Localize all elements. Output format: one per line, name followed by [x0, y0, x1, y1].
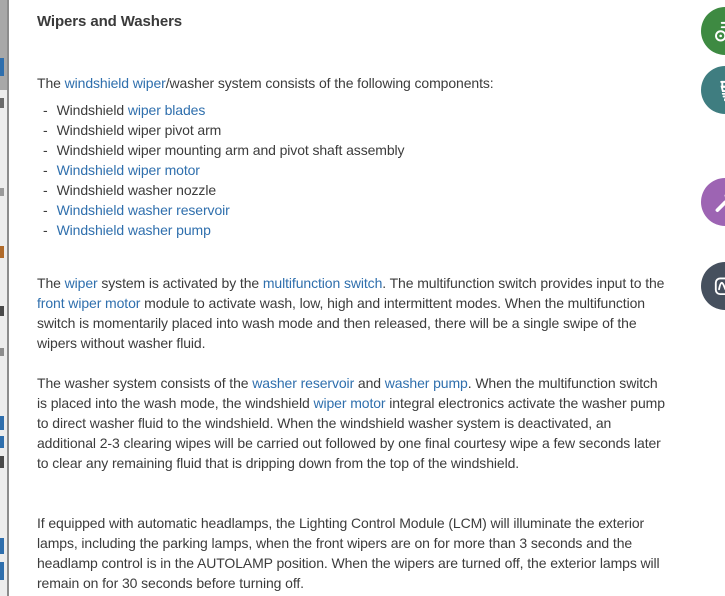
wrench-tools-button[interactable]	[701, 178, 725, 226]
text-run: system is activated by the	[97, 275, 263, 291]
autolamp-paragraph	[37, 513, 671, 593]
text-link[interactable]: Windshield washer pump	[56, 222, 211, 238]
clipped-text-fragment	[0, 416, 4, 430]
list-item	[37, 180, 671, 200]
text-run: and	[354, 375, 385, 391]
clipped-left-panel	[0, 0, 7, 596]
list-bullet: -	[43, 222, 48, 238]
text-link[interactable]: wiper motor	[313, 395, 386, 411]
wrench-icon	[712, 189, 725, 215]
list-item	[37, 200, 671, 220]
clipped-text-fragment	[0, 436, 4, 448]
text-link[interactable]: front wiper motor	[37, 295, 141, 311]
wiper-system-paragraph	[37, 273, 671, 353]
list-bullet: -	[43, 102, 48, 118]
text-run: Windshield wiper mounting arm and pivot shaft assembly	[56, 142, 405, 158]
spark-plug-icon	[712, 77, 725, 103]
text-link[interactable]: washer reservoir	[252, 375, 355, 391]
text-link[interactable]: Windshield wiper motor	[56, 162, 200, 178]
text-run: The washer system consists of the	[37, 375, 253, 391]
waveform-icon	[712, 273, 725, 299]
text-run: . The multifunction switch provides input to the	[382, 275, 665, 291]
panel-divider	[7, 0, 9, 596]
list-bullet: -	[43, 162, 48, 178]
intro-paragraph	[37, 73, 671, 93]
vehicle-report-icon	[712, 18, 725, 44]
waveform-scope-button[interactable]	[701, 262, 725, 310]
washer-system-paragraph	[37, 373, 671, 473]
text-run: integral electronics activate the washer pump to direct washer fluid to the windshield. When the windshield washer system is deactivated, an additional 2-3 clearing wipes will be carried out followed by one final courtesy wipe a few seconds later to clear any remaining fluid that is dripping down from the top of the windshield.	[37, 395, 665, 471]
text-run: Windshield washer nozzle	[56, 182, 217, 198]
list-bullet: -	[43, 202, 48, 218]
text-link[interactable]: washer pump	[384, 375, 468, 391]
text-run: Windshield	[56, 102, 128, 118]
clipped-text-fragment	[0, 456, 4, 468]
list-bullet: -	[43, 142, 48, 158]
text-run: The	[37, 275, 65, 291]
scrollbar-thumb[interactable]	[0, 0, 7, 90]
text-run: The	[37, 75, 65, 91]
spark-plug-button[interactable]	[701, 66, 725, 114]
page-title: Wipers and Washers	[37, 13, 183, 30]
text-link[interactable]: Windshield washer reservoir	[56, 202, 230, 218]
text-link[interactable]: wiper blades	[127, 102, 206, 118]
clipped-text-fragment	[0, 246, 4, 258]
text-run: . When the multifunction switch is placed into the wash mode, the windshield	[37, 375, 658, 411]
component-list	[37, 100, 671, 240]
clipped-text-fragment	[0, 98, 4, 108]
text-run: module to activate wash, low, high and intermittent modes. When the multifunction switch is momentarily placed into wash mode and then released, there will be a single swipe of the wipers without washer fluid.	[37, 295, 645, 351]
clipped-text-fragment	[0, 562, 4, 580]
clipped-text-fragment	[0, 188, 4, 196]
list-bullet: -	[43, 182, 48, 198]
text-link[interactable]: windshield wiper	[64, 75, 166, 91]
text-run: Windshield wiper pivot arm	[56, 122, 222, 138]
clipped-text-fragment	[0, 538, 4, 554]
text-link[interactable]: multifunction switch	[262, 275, 383, 291]
text-link[interactable]: wiper	[64, 275, 98, 291]
list-item	[37, 100, 671, 120]
vehicle-report-button[interactable]	[701, 7, 725, 55]
clipped-text-fragment	[0, 348, 4, 356]
clipped-text-fragment	[0, 306, 4, 316]
list-item	[37, 160, 671, 180]
clipped-text-fragment	[0, 58, 4, 76]
text-run: /washer system consists of the following components:	[165, 75, 494, 91]
text-run: If equipped with automatic headlamps, the Lighting Control Module (LCM) will illuminate the exterior lamps, including the parking lamps, when the front wipers are on for more than 3 seconds and the headlamp control is in the AUTOLAMP position. When the wipers are turned off, the exterior lamps will remain on for 30 seconds before turning off.	[37, 515, 660, 591]
list-item	[37, 140, 671, 160]
list-item	[37, 120, 671, 140]
list-item	[37, 220, 671, 240]
list-bullet: -	[43, 122, 48, 138]
